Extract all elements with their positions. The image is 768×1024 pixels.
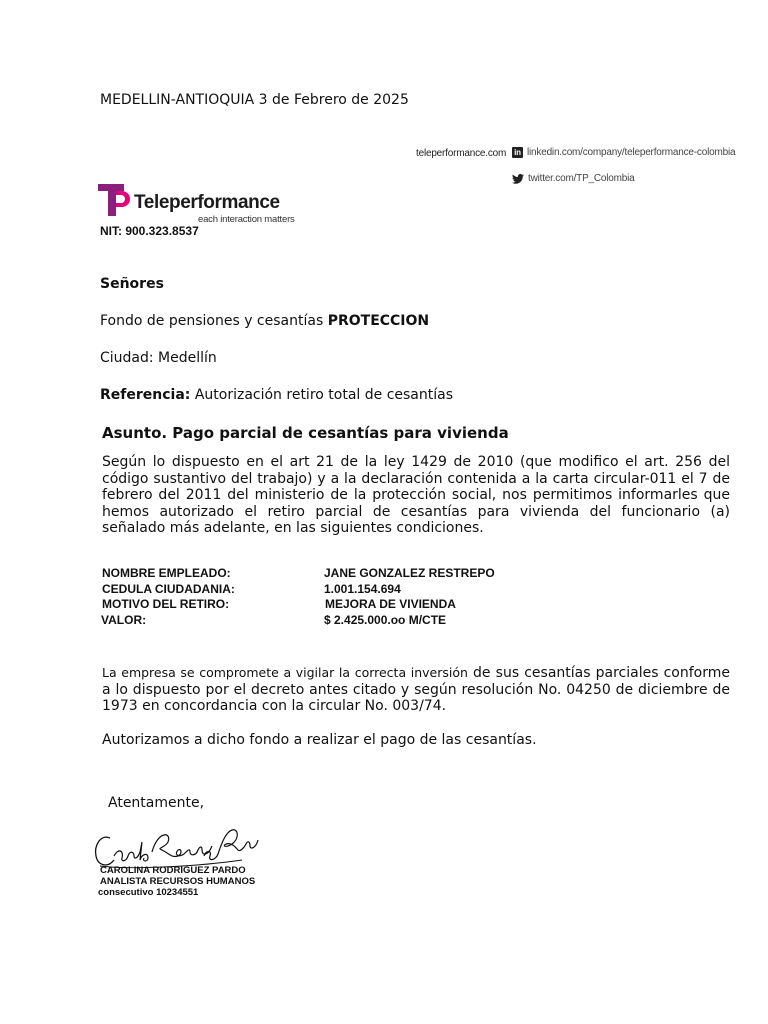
teleperformance-logo-mark — [98, 182, 132, 218]
detail-value: JANE GONZALEZ RESTREPO — [324, 566, 495, 580]
body-paragraph: Según lo dispuesto en el art 21 de la ley 1429 de 2010 (que modifico el art. 256 del código sustantivo del trabajo) y a la declaración contenida a la carta circular-011 el 7 de febrero del 2011 del ministerio de la protección social, nos permitimos informarles que hemos autorizado el retiro parcial de cesantías para vivienda del funcionario (a) señalado más adelante, en las siguientes condiciones. — [102, 454, 730, 536]
linkedin-icon: in — [512, 147, 523, 158]
reference-label: Referencia: — [100, 387, 191, 403]
detail-value: $ 2.425.000.oo M/CTE — [324, 612, 447, 627]
commitment-paragraph — [102, 665, 730, 715]
letter-date: MEDELLIN-ANTIOQUIA 3 de Febrero de 2025 — [100, 92, 409, 108]
detail-row — [102, 597, 552, 613]
signer-block — [100, 865, 255, 898]
salutation: Señores — [100, 276, 164, 292]
recipient-fund — [100, 313, 429, 329]
detail-row — [102, 582, 552, 598]
twitter-icon — [512, 174, 524, 184]
linkedin-url: linkedin.com/company/teleperformance-colombia — [527, 147, 736, 158]
detail-label: VALOR: — [101, 612, 147, 627]
recipient-city: Ciudad: Medellín — [100, 350, 217, 366]
commitment-lead: La empresa se compromete a vigilar la correcta inversión — [102, 665, 468, 680]
linkedin-link[interactable] — [512, 147, 735, 158]
signer-title: ANALISTA RECURSOS HUMANOS — [100, 876, 256, 887]
twitter-link[interactable] — [512, 173, 635, 184]
fund-prefix: Fondo de pensiones y cesantías — [100, 313, 328, 329]
detail-label: CEDULA CIUDADANIA: — [102, 581, 235, 596]
detail-row — [102, 613, 552, 629]
company-logo — [98, 182, 298, 226]
logo-name: Teleperformance — [134, 192, 280, 213]
detail-row — [102, 566, 552, 582]
reference-line — [100, 387, 453, 403]
employee-details — [102, 566, 552, 628]
detail-label: MOTIVO DEL RETIRO: — [102, 597, 230, 611]
authorization-line: Autorizamos a dicho fondo a realizar el pago de las cesantías. — [102, 732, 537, 748]
twitter-url: twitter.com/TP_Colombia — [528, 173, 635, 184]
detail-value: MEJORA DE VIVIENDA — [325, 597, 456, 611]
reference-text: Autorización retiro total de cesantías — [190, 387, 454, 403]
detail-label: NOMBRE EMPLEADO: — [102, 566, 231, 580]
detail-value: 1.001.154.694 — [324, 581, 401, 596]
company-nit: NIT: 900.323.8537 — [100, 224, 199, 238]
closing: Atentamente, — [108, 795, 205, 811]
fund-name: PROTECCION — [327, 313, 430, 329]
signer-consecutive: consecutivo 10234551 — [98, 887, 199, 898]
commitment-rest: de sus cesantías parciales conforme a lo dispuesto por el decreto antes citado y según resolución No. 04250 de diciembre de 1973 en concordancia con la circular No. 003/74. — [102, 665, 730, 714]
website-link[interactable]: teleperformance.com — [416, 148, 507, 159]
signer-name: CAROLINA RODRIGUEZ PARDO — [100, 865, 246, 876]
logo-tagline: each interaction matters — [198, 214, 295, 225]
subject-heading: Asunto. Pago parcial de cesantías para vivienda — [102, 424, 509, 442]
